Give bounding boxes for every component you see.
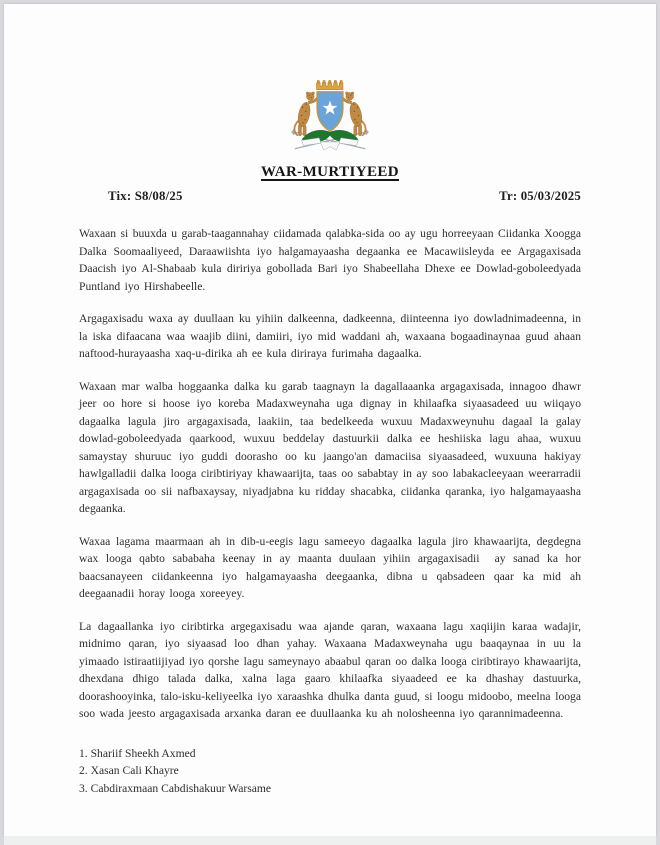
body-text xyxy=(79,225,581,723)
body-paragraph: Waxaan si buuxda u garab-taagannahay ciidamada qalabka-sida oo ay ugu horreeyaan Ciidanka Xoogga Dalka Soomaaliyeed, Daraawiishta iyo halgamayaasha degaanka ee Macawiisleyda ee Argagaxisada Daacish iyo Al-Shabaab kula diririya gobollada Bari iyo Shabeellaha Dhexe ee Dowlad-goboleedyada Puntland iyo Hirshabeelle. xyxy=(79,227,581,293)
leopard-left xyxy=(294,92,319,136)
body-paragraph: Waxaa lagama maarmaan ah in dib-u-eegis lagu sameeyo dagaalka lagula jiro khawaarijta, degdegna wax looga qabto sababaha keenay in ay maanta duulaan yihiin argagaxisadii ay sanad ka hor baacsanayeen ciidankeenna iyo halgamayaasha deegaanka, dibna u qabsadeen qaar ka mid ah deegaanadii horay looga xoreeyey. xyxy=(79,534,581,600)
body-paragraph: Waxaan mar walba hoggaanka dalka ku garab taagnayn la dagallaaanka argagaxisada, innagoo dhawr jeer oo hore si hoose iyo koreba Madaxweynaha uga dignay in khilaafka siyaasadeed uu wiiqayo dagaalka lagula jiro argagaxisada, laakiin, taa bedelkeeda wuxuu Madaxweynuhu dagaal la galay dowlad-goboleedyada qaarkood, wuxuu beddelay dastuurkii dalka ee heshiiska lagu ahaa, wuxuu samaystay shuruuc iyo guddi doorasho oo ku jaango'an damaciisa siyaasadeed, wuxuuna hakiyay hawlgalladii dalka looga ciribtiriyay khawaarijta, taas oo sababtay in ay soo labakacleeyaan weerarradii argagaxisada oo sii nafbaxaysay, niyadjabna ku ridday shacabka, ciidanka qaranka, iyo halgamayaasha degaanka. xyxy=(79,379,581,515)
page-title: WAR-MURTIYEED xyxy=(260,164,399,180)
document-page xyxy=(4,4,656,836)
reference-number: Tix: S8/08/25 xyxy=(108,189,183,203)
leopard-right xyxy=(341,92,366,136)
crown xyxy=(317,80,343,89)
reference-date: Tr: 05/03/2025 xyxy=(499,189,581,203)
document-content xyxy=(4,71,656,797)
ribbon xyxy=(302,138,359,150)
signatory-list xyxy=(79,745,581,798)
signatory-item: 2. Xasan Cali Khayre xyxy=(79,764,179,778)
reference-row xyxy=(79,189,581,204)
signatory-item: 3. Cabdiraxmaan Cabdishakuur Warsame xyxy=(79,781,272,795)
signatory-item: 1. Shariif Sheekh Axmed xyxy=(79,746,196,760)
somalia-coat-of-arms-icon xyxy=(273,71,387,157)
body-paragraph: La dagaallanka iyo ciribtirka argegaxisadu waa ajande qaran, waxaana lagu xaqiijin karaa wadajir, midnimo qaran, iyo siyaasad loo dhan yahay. Waxaana Madaxweynaha ugu baaqaynaa in uu la yimaado istiraatiijiyad iyo qorshe lagu sameynayo abaabul qaran oo dalka looga ciribtirayo khawaarijta, dhexdana dhigo talada dalka, xalna laga gaaro khilaafka siyaadeed ee ka dhashay dastuurka, doorashooyinka, talo-isku-keliyeelka iyo xaraashka dhulka danta guud, si loogu midoobo, meelna looga soo wada jeesto argagaxisada arxanka daran ee duullaanka ku ah nolosheenna iyo qarannimadeenna. xyxy=(79,619,581,720)
body-paragraph: Argagaxisadu waxa ay duullaan ku yihiin dalkeenna, dadkeenna, diinteenna iyo dowladnimadeenna, in la iska difaacana waa waajib diini, damiiri, iyo mid waddani ah, waxaana bogaadinaynaa guud ahaan naftood-hurayaasha xaq-u-dirika ah ee kula diriraya furimaha dagaalka. xyxy=(79,312,581,360)
page-bottom-edge xyxy=(4,836,656,845)
